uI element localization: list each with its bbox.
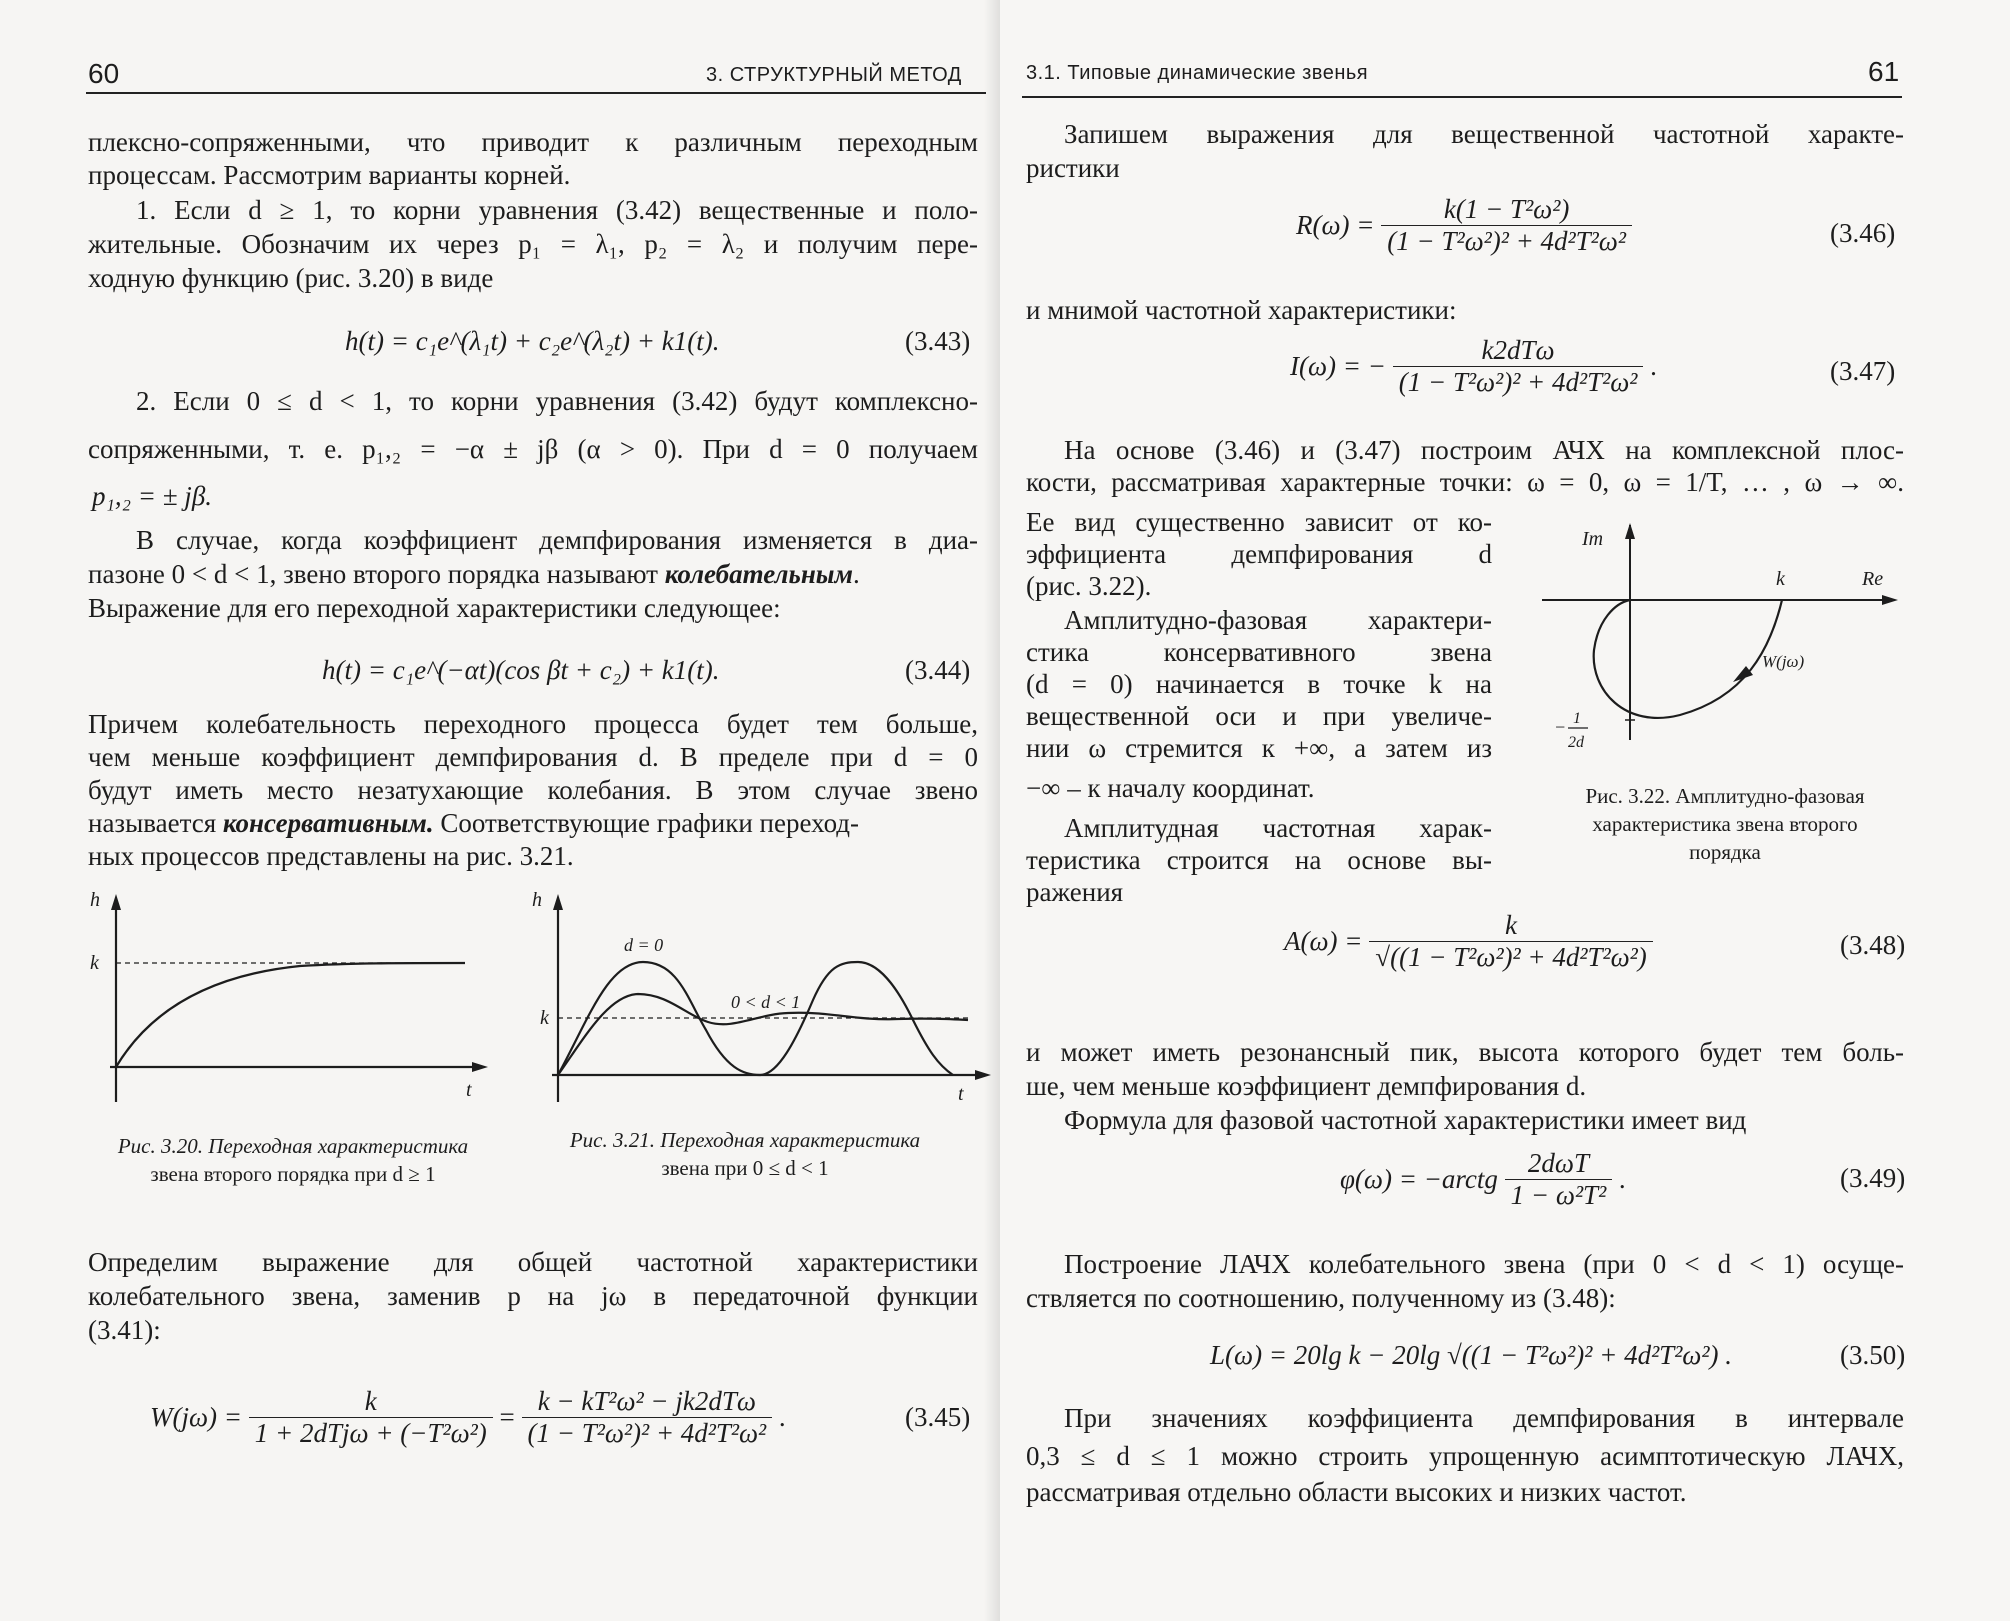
- paragraph: [1026, 1036, 1904, 1069]
- equation-number: (3.45): [905, 1402, 971, 1432]
- y-axis-label: h: [532, 889, 542, 911]
- text-line: ше, чем меньше коэффициент демпфирования d.: [1026, 1071, 1587, 1101]
- paragraph: [1064, 604, 1492, 637]
- text-line: На основе (3.46) и (3.47) построим АЧХ на комплексной плос-: [1064, 435, 1904, 465]
- curve-label: W(jω): [1762, 652, 1805, 671]
- re-axis-arrow: [1882, 595, 1898, 605]
- curve-label-d01: 0 < d < 1: [731, 992, 801, 1012]
- point-k-label: k: [1776, 568, 1785, 590]
- paragraph: [1026, 152, 1904, 185]
- text-line: и может иметь резонансный пик, высота которого будет тем боль-: [1026, 1037, 1904, 1067]
- x-axis-arrow: [472, 1062, 488, 1072]
- page-number: 60: [88, 58, 120, 89]
- text-line: Построение ЛАЧХ колебательного звена (при 0 < d < 1) осуще-: [1064, 1249, 1904, 1279]
- text-line: нии ω стремится к +∞, а затем из: [1026, 733, 1492, 763]
- y-axis-arrow: [111, 894, 121, 910]
- numerator: 2dωT: [1505, 1148, 1613, 1180]
- paragraph: [88, 262, 978, 295]
- equation-number: (3.46): [1830, 218, 1896, 248]
- right-page: [1000, 0, 2010, 1621]
- caption-line: характеристика звена второго: [1592, 812, 1858, 836]
- im-axis-label: Im: [1582, 528, 1604, 550]
- level-k-label: k: [540, 1007, 549, 1029]
- numerator: k2dTω: [1393, 335, 1644, 367]
- paragraph: [1064, 1402, 1904, 1435]
- paragraph: [1064, 1104, 1904, 1137]
- equation-lhs: R(ω) =: [1296, 210, 1375, 240]
- caption-line: порядка: [1689, 840, 1761, 864]
- text-run: называется: [88, 808, 223, 838]
- paragraph: [88, 708, 978, 741]
- x-axis-label: t: [466, 1079, 472, 1101]
- text-line: кости, рассматривая характерные точки: ω = 0, ω = 1/T, … , ω → ∞.: [1026, 467, 1904, 497]
- text-line: процессам. Рассмотрим варианты корней.: [88, 160, 571, 190]
- text-line: теристика строится на основе вы-: [1026, 845, 1492, 875]
- paragraph: [136, 385, 978, 418]
- paragraph: [88, 1314, 978, 1347]
- equation-3-48: [1284, 910, 1653, 973]
- text-line: Выражение для его переходной характеристики следующее:: [88, 593, 781, 623]
- curve-label-d0: d = 0: [624, 935, 664, 955]
- text-line: (3.41):: [88, 1315, 161, 1345]
- paragraph: [1026, 294, 1904, 327]
- text-line: Запишем выражения для вещественной частотной характе-: [1064, 119, 1904, 149]
- denominator: (1 − T²ω²)² + 4d²T²ω²: [1398, 367, 1638, 397]
- text-line: эффициента демпфирования d: [1026, 539, 1492, 569]
- text-line: Амплитудная частотная харак-: [1064, 813, 1492, 843]
- tick-minus: −: [1554, 717, 1567, 737]
- paragraph: [88, 433, 978, 466]
- denominator: 1 − ω²T²: [1510, 1180, 1607, 1210]
- equation-3-47: [1290, 335, 1657, 398]
- figure-3-21: [528, 890, 998, 1110]
- y-axis-label: h: [90, 889, 100, 911]
- caption-line: звена второго порядка при d ≥ 1: [150, 1162, 436, 1186]
- paragraph: [1026, 772, 1492, 805]
- equation-lhs: I(ω) = −: [1290, 351, 1386, 381]
- equation-lhs: W(jω) =: [150, 1402, 243, 1432]
- header-rule: [1022, 96, 1902, 98]
- caption-line: Рис. 3.21. Переходная характеристика: [569, 1128, 921, 1152]
- equation-number: (3.44): [905, 655, 971, 685]
- paragraph: [1026, 1070, 1904, 1103]
- header-rule: [86, 92, 986, 94]
- tick-denominator: 2d: [1568, 734, 1584, 751]
- text-line: вещественной оси и при увеличе-: [1026, 701, 1492, 731]
- caption-line: Рис. 3.20. Переходная характеристика: [117, 1134, 469, 1158]
- caption-line: Рис. 3.22. Амплитудно-фазовая: [1585, 784, 1865, 808]
- paragraph: [88, 126, 978, 159]
- paragraph: [136, 524, 978, 557]
- numerator: k(1 − T²ω²): [1381, 194, 1632, 226]
- equation-dot: .: [1618, 1164, 1626, 1194]
- paragraph: [1026, 1440, 1904, 1473]
- equation-number: (3.50): [1840, 1340, 1906, 1370]
- paragraph: [88, 807, 978, 840]
- paragraph: [88, 592, 978, 625]
- tick-numerator: 1: [1573, 710, 1581, 727]
- text-line: 0,3 ≤ d ≤ 1 можно строить упрощенную асимптотическую ЛАЧХ,: [1026, 1441, 1904, 1471]
- fraction: [522, 1386, 773, 1449]
- denominator: (1 − T²ω²)² + 4d²T²ω²: [1387, 226, 1626, 256]
- figure-caption: [1530, 782, 1920, 866]
- paragraph: [1026, 844, 1492, 877]
- equation-3-49: [1340, 1148, 1626, 1211]
- text-line: p₁,₂ = ± jβ.: [92, 481, 213, 511]
- fraction: [249, 1386, 493, 1449]
- equation-3-50: L(ω) = 20lg k − 20lg √((1 − T²ω²)² + 4d²T²ω²) .: [1210, 1340, 1732, 1370]
- equation-number: (3.47): [1830, 356, 1896, 386]
- text-line: Формула для фазовой частотной характеристики имеет вид: [1064, 1105, 1747, 1135]
- denominator: √((1 − T²ω²)² + 4d²T²ω²): [1375, 942, 1647, 972]
- figure-3-20: [80, 890, 500, 1110]
- paragraph: [92, 480, 492, 513]
- page-number: 61: [1868, 56, 1900, 87]
- figure-3-22: [1530, 515, 1910, 760]
- equation-dot: .: [1650, 351, 1657, 381]
- text-line: рассматривая отдельно области высоких и низких частот.: [1026, 1477, 1687, 1507]
- text-line: 2. Если 0 ≤ d < 1, то корни уравнения (3.42) будут комплексно-: [136, 386, 978, 416]
- text-line: и мнимой частотной характеристики:: [1026, 295, 1457, 325]
- paragraph: [1026, 1282, 1904, 1315]
- term-bold: колебательным: [664, 559, 854, 589]
- text-line: −∞ – к началу координат.: [1026, 773, 1315, 803]
- im-axis-arrow: [1625, 523, 1635, 539]
- equation-number: (3.43): [905, 326, 971, 356]
- paragraph: [1026, 506, 1492, 539]
- numerator: k − kT²ω² − jk2dTω: [522, 1386, 773, 1418]
- fraction: [1369, 910, 1652, 973]
- text-line: Причем колебательность переходного процесса будет тем больше,: [88, 709, 978, 739]
- text-line: колебательного звена, заменив p на jω в передаточной функции: [88, 1281, 978, 1311]
- left-page: [0, 0, 1000, 1621]
- text-run: .: [853, 559, 860, 589]
- paragraph: [1026, 538, 1492, 571]
- paragraph: [88, 1280, 978, 1313]
- fraction: [1381, 194, 1632, 257]
- equation-number: (3.48): [1840, 930, 1906, 960]
- paragraph: [88, 840, 978, 873]
- text-line: В случае, когда коэффициент демпфирования изменяется в диа-: [136, 525, 978, 555]
- text-line: (d = 0) начинается в точке k на: [1026, 669, 1492, 699]
- text-line: 1. Если d ≥ 1, то корни уравнения (3.42) вещественные и поло-: [136, 195, 978, 225]
- text-line: Амплитудно-фазовая характери-: [1064, 605, 1492, 635]
- running-title: 3.1. Типовые динамические звенья: [1026, 62, 1369, 84]
- term-bold: консервативным.: [222, 808, 434, 838]
- text-line: сопряженными, т. е. p₁,₂ = −α ± jβ (α > 0). При d = 0 получаем: [88, 434, 978, 464]
- text-line: ходную функцию (рис. 3.20) в виде: [88, 263, 494, 293]
- paragraph: [136, 194, 978, 227]
- denominator: 1 + 2dTjω + (−T²ω²): [254, 1418, 487, 1448]
- text-line: плексно-сопряженными, что приводит к различным переходным: [88, 127, 978, 157]
- figure-caption: [78, 1132, 508, 1188]
- paragraph: [1064, 1248, 1904, 1281]
- transient-curve: [116, 963, 465, 1067]
- equation-3-44: h(t) = c₁e^(−αt)(cos βt + c₂) + k1(t).: [322, 655, 720, 685]
- text-line: Определим выражение для общей частотной характеристики: [88, 1247, 978, 1277]
- equals-sign: =: [499, 1402, 515, 1432]
- fraction: [1393, 335, 1644, 398]
- equation-lhs: φ(ω) = −arctg: [1340, 1164, 1498, 1194]
- text-line: ристики: [1026, 153, 1120, 183]
- text-line: чем меньше коэффициент демпфирования d. В пределе при d = 0: [88, 742, 978, 772]
- equation-3-46: [1296, 194, 1632, 257]
- paragraph: [88, 774, 978, 807]
- text-line: ствляется по соотношению, полученному из (3.48):: [1026, 1283, 1616, 1313]
- paragraph: [1026, 636, 1492, 669]
- equation-3-45: [150, 1386, 786, 1449]
- numerator: k: [249, 1386, 493, 1418]
- paragraph: [1064, 434, 1904, 467]
- text-line: ражения: [1026, 877, 1124, 907]
- text-run: пазоне 0 < d < 1, звено второго порядка называют: [88, 559, 665, 589]
- text-line: будут иметь место незатухающие колебания. В этом случае звено: [88, 775, 978, 805]
- paragraph: [88, 558, 978, 591]
- equation-lhs: A(ω) =: [1284, 926, 1363, 956]
- text-line: стика консервативного звена: [1026, 637, 1492, 667]
- paragraph: [1026, 1476, 1904, 1509]
- text-line: При значениях коэффициента демпфирования в интервале: [1064, 1403, 1904, 1433]
- paragraph: [88, 159, 978, 192]
- paragraph: [88, 1246, 978, 1279]
- paragraph: [1064, 812, 1492, 845]
- paragraph: [1064, 118, 1904, 151]
- paragraph: [1026, 466, 1904, 499]
- paragraph: [1026, 570, 1492, 603]
- text-line: Ее вид существенно зависит от ко-: [1026, 507, 1492, 537]
- text-line: жительные. Обозначим их через p₁ = λ₁, p₂ = λ₂ и получим пере-: [88, 229, 978, 259]
- level-k-label: k: [90, 952, 99, 974]
- nyquist-curve: [1594, 600, 1782, 718]
- numerator: k: [1369, 910, 1652, 942]
- equation-3-43: h(t) = c₁e^(λ₁t) + c₂e^(λ₂t) + k1(t).: [345, 326, 720, 356]
- paragraph: [1026, 876, 1492, 909]
- fraction: [1505, 1148, 1613, 1211]
- text-run: Соответствующие графики переход-: [433, 808, 860, 838]
- paragraph: [88, 228, 978, 261]
- x-axis-label: t: [958, 1083, 964, 1105]
- paragraph: [1026, 668, 1492, 701]
- text-line: ных процессов представлены на рис. 3.21.: [88, 841, 574, 871]
- re-axis-label: Re: [1862, 568, 1884, 590]
- running-title: 3. СТРУКТУРНЫЙ МЕТОД: [706, 64, 962, 86]
- figure-caption: [530, 1126, 960, 1182]
- y-axis-arrow: [553, 894, 563, 910]
- text-line: (рис. 3.22).: [1026, 571, 1152, 601]
- equation-dot: .: [778, 1402, 786, 1432]
- equation-number: (3.49): [1840, 1163, 1906, 1193]
- paragraph: [1026, 700, 1492, 733]
- denominator: (1 − T²ω²)² + 4d²T²ω²: [527, 1418, 767, 1448]
- caption-line: звена при 0 ≤ d < 1: [661, 1156, 829, 1180]
- paragraph: [1026, 732, 1492, 765]
- paragraph: [88, 741, 978, 774]
